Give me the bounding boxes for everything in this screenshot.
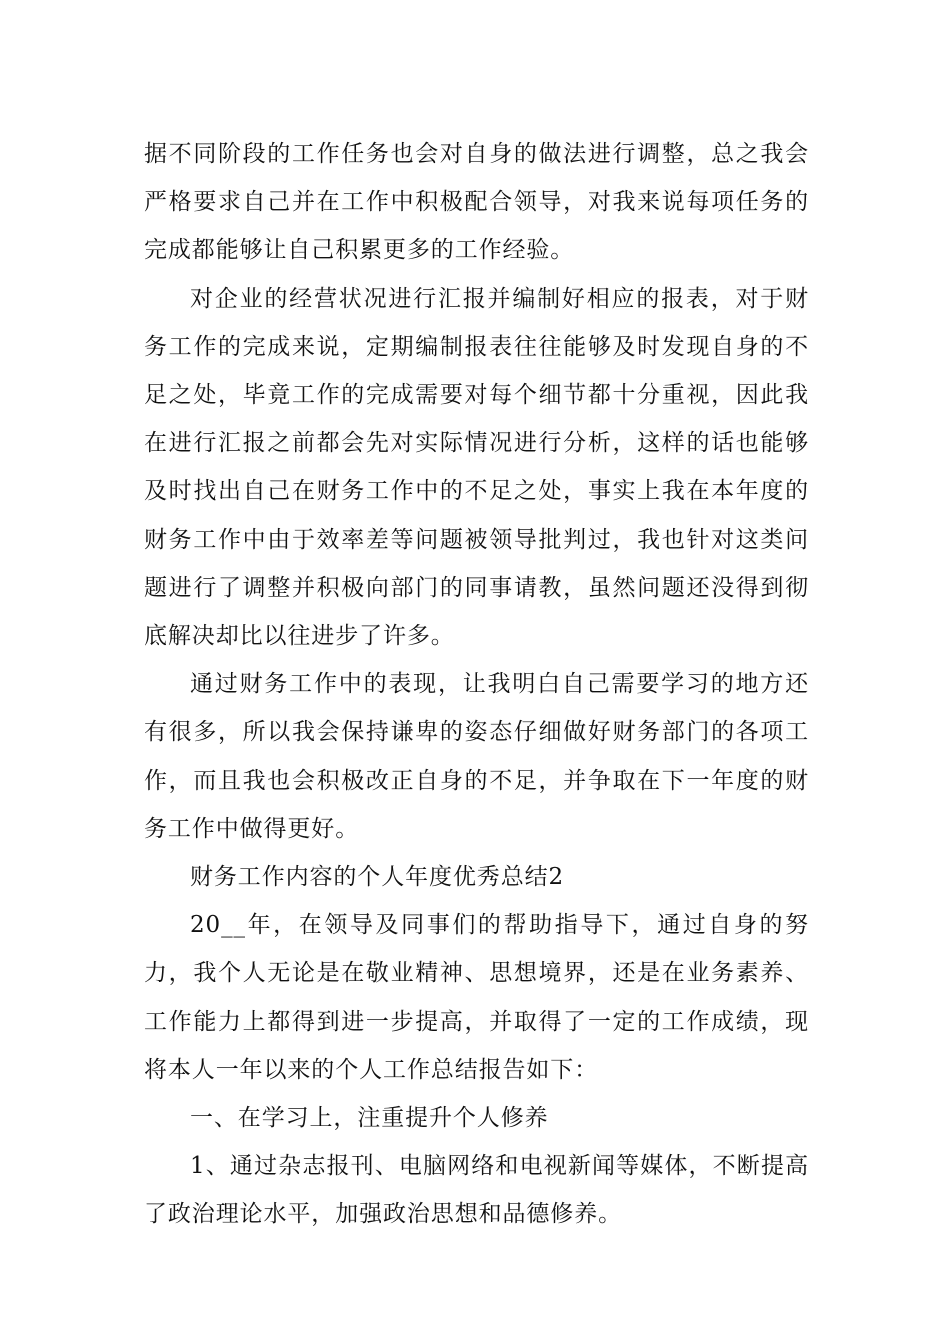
paragraph-report-statements: 对企业的经营状况进行汇报并编制好相应的报表，对于财务工作的完成来说，定期编制报表往往能够及时发现自身的不足之处，毕竟工作的完成需要对每个细节都十分重视，因此我在进行汇报之前都会先对实际情况进行分析，这样的话也能够及时找出自己在财务工作中的不足之处，事实上我在本年度的财务工作中由于效率差等问题被领导批判过，我也针对这类问题进行了调整并积极向部门的同事请教，虽然问题还没得到彻底解决却比以往进步了许多。 bbox=[144, 285, 809, 650]
heading-study: 一、在学习上，注重提升个人修养 bbox=[190, 1105, 549, 1132]
list-item-media-study: 1、通过杂志报刊、电脑网络和电视新闻等媒体，不断提高了政治理论水平，加强政治思想和品德修养。 bbox=[144, 1153, 809, 1228]
paragraph-improvement: 通过财务工作中的表现，让我明白自己需要学习的地方还有很多，所以我会保持谦卑的姿态仔细做好财务部门的各项工作，而且我也会积极改正自身的不足，并争取在下一年度的财务工作中做得更好。 bbox=[144, 671, 809, 842]
section-title: 财务工作内容的个人年度优秀总结2 bbox=[190, 864, 565, 891]
paragraph-introduction: 20__年，在领导及同事们的帮助指导下，通过自身的努力，我个人无论是在敬业精神、思想境界，还是在业务素养、工作能力上都得到进一步提高，并取得了一定的工作成绩，现将本人一年以来的个人工作总结报告如下： bbox=[144, 912, 809, 1083]
document-body bbox=[144, 130, 809, 1239]
paragraph-continuation: 据不同阶段的工作任务也会对自身的做法进行调整，总之我会严格要求自己并在工作中积极配合领导，对我来说每项任务的完成都能够让自己积累更多的工作经验。 bbox=[144, 141, 809, 264]
